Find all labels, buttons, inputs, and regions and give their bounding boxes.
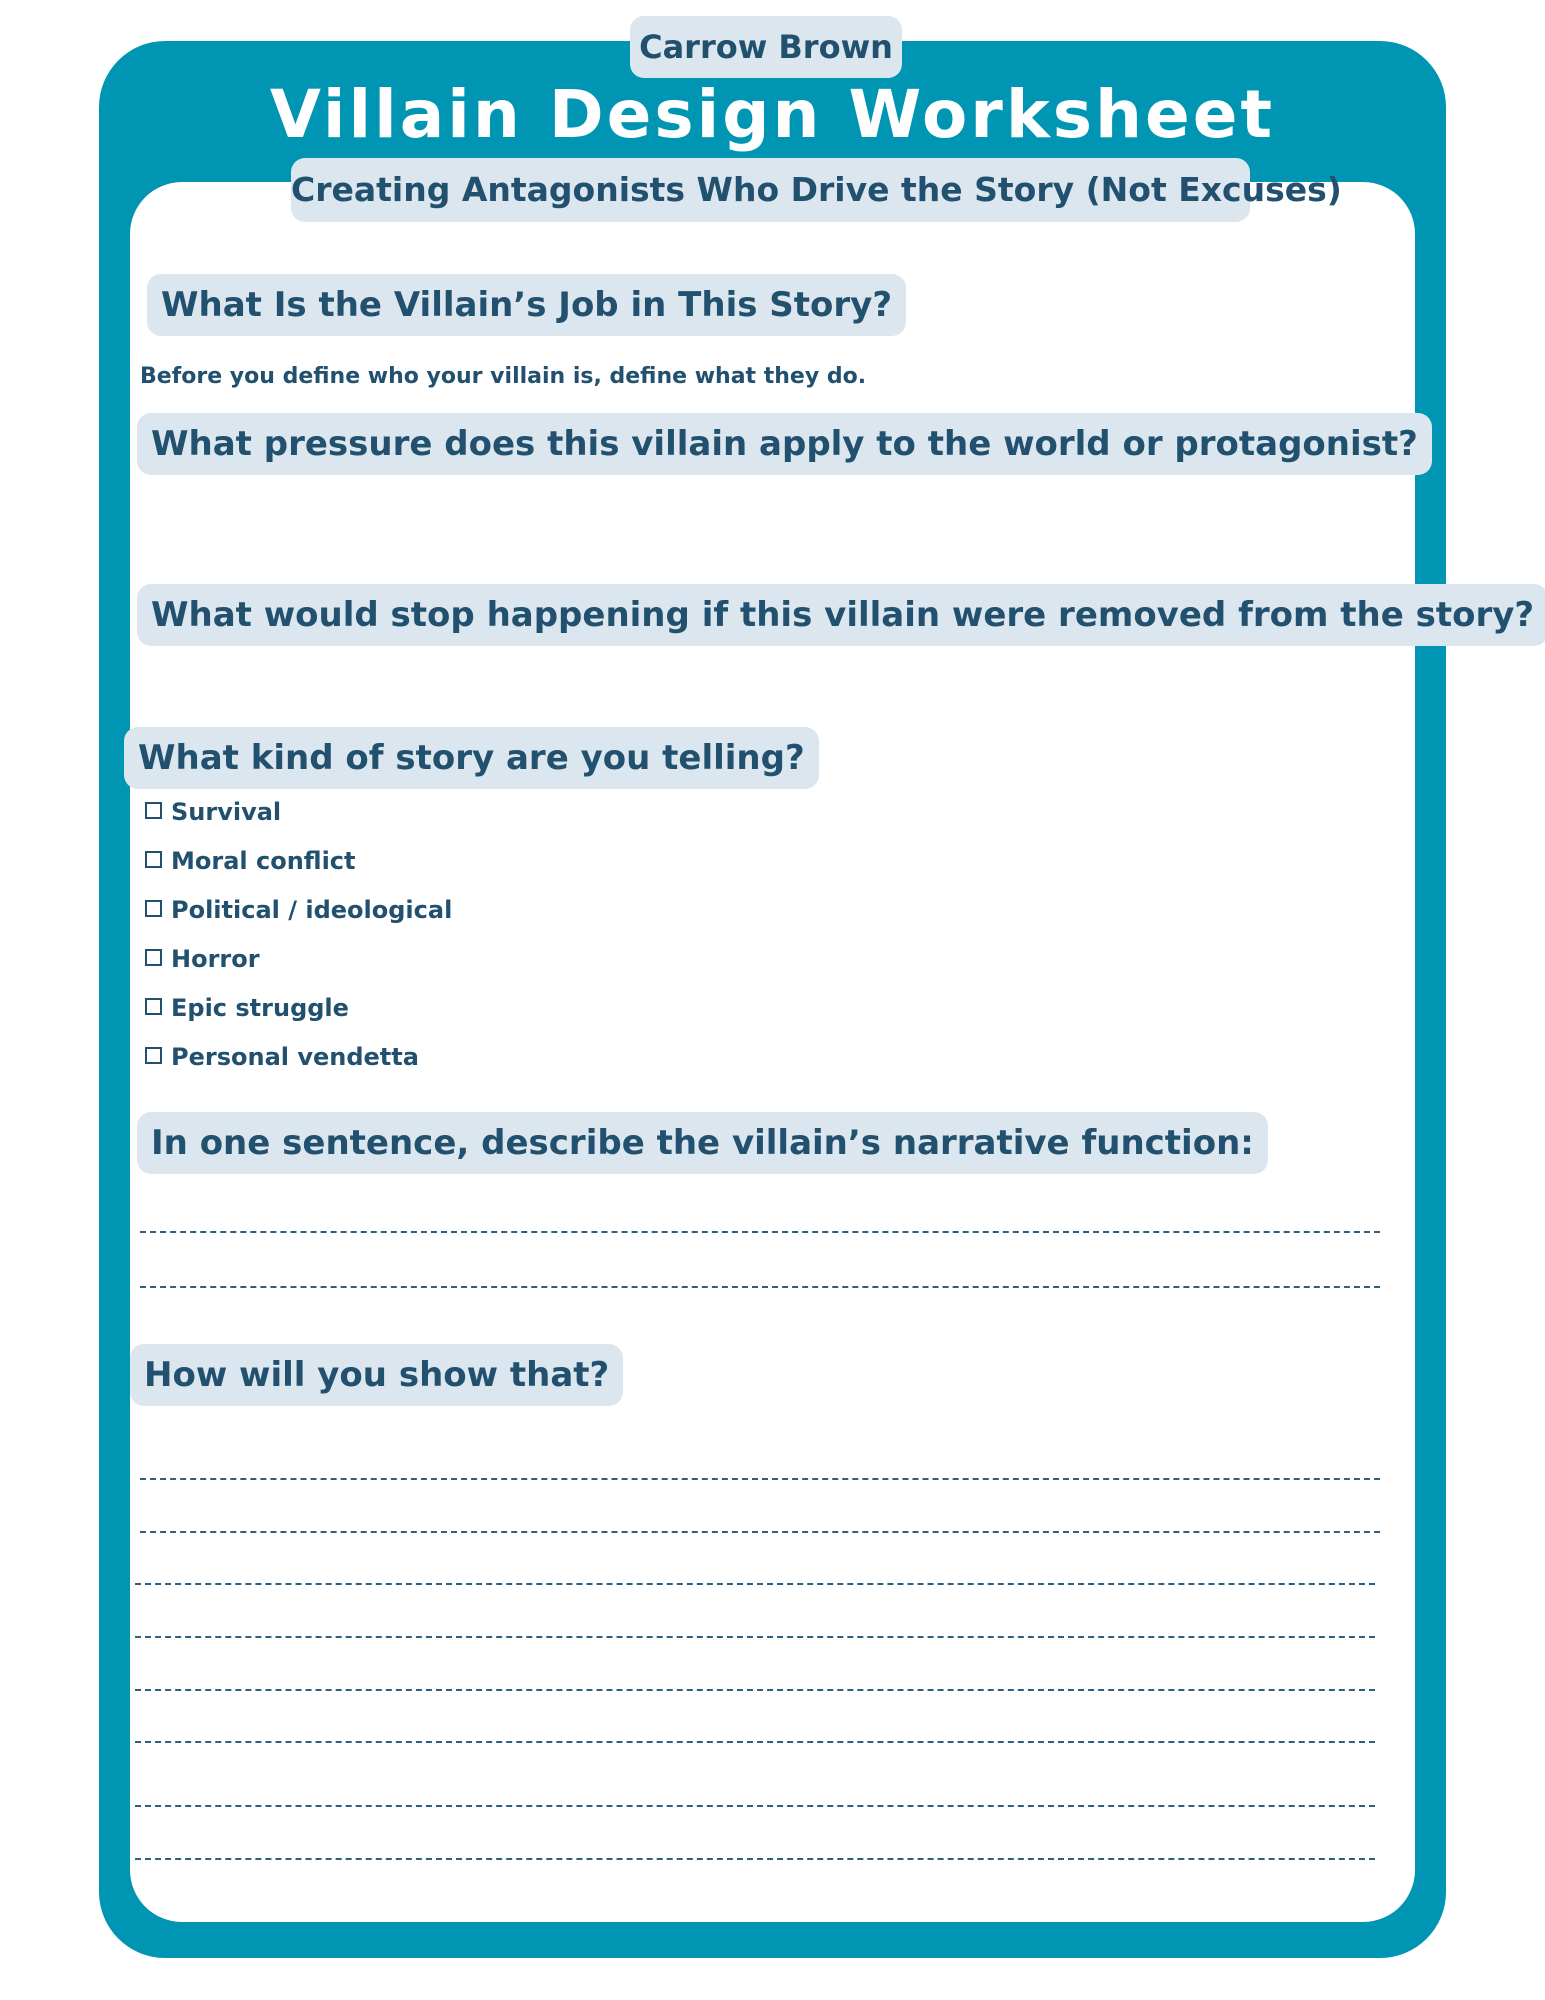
checkbox-icon[interactable] — [145, 802, 162, 819]
answer-line[interactable] — [140, 1231, 1380, 1233]
checkbox-icon[interactable] — [145, 900, 162, 917]
page-subtitle: Creating Antagonists Who Drive the Story (Not Excuses) — [291, 158, 1250, 222]
checkbox-option[interactable]: Political / ideological — [145, 896, 452, 924]
answer-line[interactable] — [135, 1583, 1375, 1585]
checkbox-option[interactable]: Epic struggle — [145, 994, 349, 1022]
question-pressure: What pressure does this villain apply to the world or protagonist? — [137, 413, 1432, 475]
page-title: Villain Design Worksheet — [269, 76, 1276, 153]
checkbox-option[interactable]: Personal vendetta — [145, 1043, 419, 1071]
checkbox-icon[interactable] — [145, 1047, 162, 1064]
checkbox-icon[interactable] — [145, 949, 162, 966]
checkbox-option[interactable]: Moral conflict — [145, 847, 356, 875]
author-badge: Carrow Brown — [630, 16, 902, 78]
checkbox-icon[interactable] — [145, 998, 162, 1015]
answer-line[interactable] — [135, 1636, 1375, 1638]
answer-line[interactable] — [135, 1689, 1375, 1691]
answer-line[interactable] — [135, 1858, 1375, 1860]
answer-line[interactable] — [140, 1478, 1380, 1480]
answer-line[interactable] — [135, 1805, 1375, 1807]
question-story-kind: What kind of story are you telling? — [124, 727, 819, 789]
answer-line[interactable] — [140, 1531, 1380, 1533]
section-heading-job: What Is the Villain’s Job in This Story? — [147, 274, 906, 336]
answer-line[interactable] — [135, 1741, 1375, 1743]
intro-text: Before you define who your villain is, define what they do. — [140, 364, 867, 389]
question-removed: What would stop happening if this villain were removed from the story? — [137, 584, 1545, 646]
checkbox-option[interactable]: Survival — [145, 798, 281, 826]
checkbox-icon[interactable] — [145, 851, 162, 868]
checkbox-option[interactable]: Horror — [145, 945, 260, 973]
question-function: In one sentence, describe the villain’s narrative function: — [137, 1112, 1268, 1174]
answer-line[interactable] — [140, 1286, 1380, 1288]
question-show: How will you show that? — [130, 1344, 623, 1406]
